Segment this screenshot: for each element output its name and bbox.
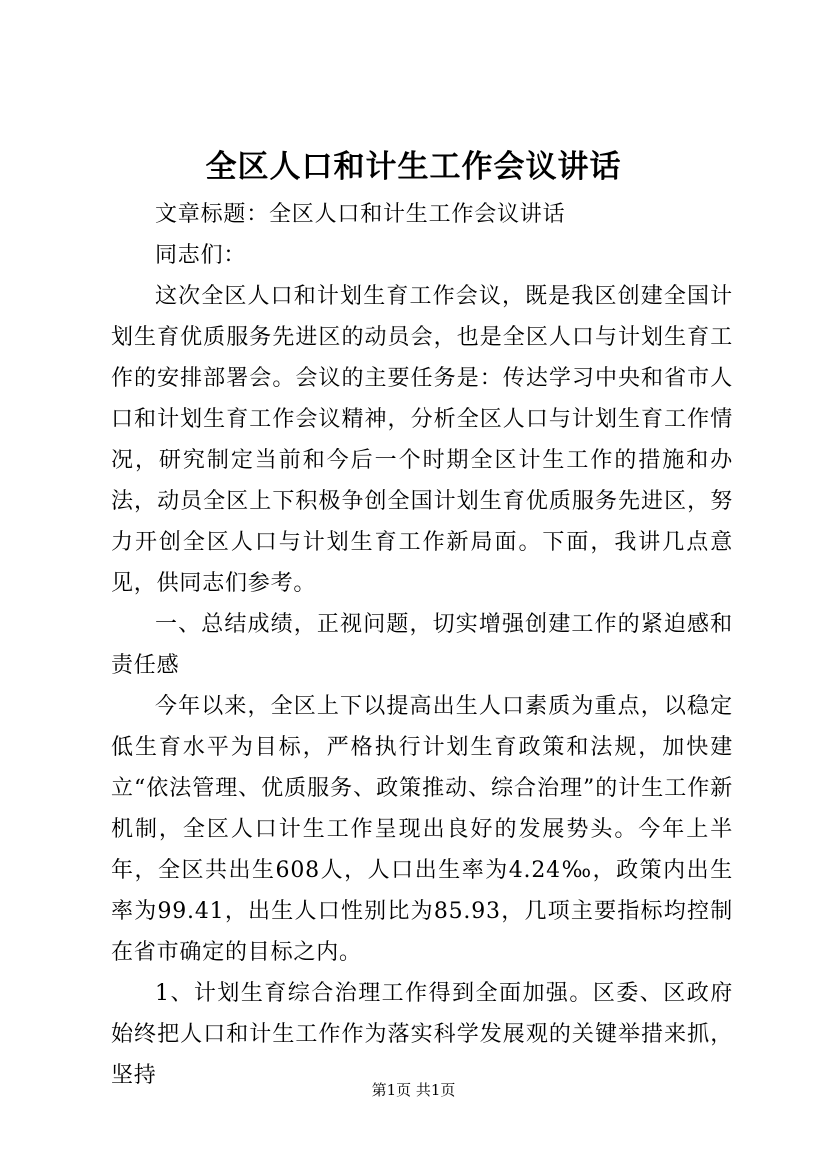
document-title: 全区人口和计生工作会议讲话 <box>205 149 622 185</box>
section-heading: 一、总结成绩，正视问题，切实增强创建工作的紧迫感和责任感 <box>111 612 733 678</box>
body-paragraph: 这次全区人口和计划生育工作会议，既是我区创建全国计划生育优质服务先进区的动员会，也是全区人口与计划生育工作的安排部署会。会议的主要任务是：传达学习中央和省市人口和计划生育工作会议精神，分析全区人口与计划生育工作情况，研究制定当前和今后一个时期全区计生工作的措施和办法，动员全区上下积极争创全国计划生育优质服务先进区，努力开创全区人口与计划生育工作新局面。下面，我讲几点意见，供同志们参考。 <box>111 284 733 596</box>
salutation: 同志们： <box>155 243 247 268</box>
article-title-line: 文章标题：全区人口和计生工作会议讲话 <box>155 202 566 227</box>
body-paragraph: 1、计划生育综合治理工作得到全面加强。区委、区政府始终把人口和计生工作作为落实科学发展观的关键举措来抓，坚持 <box>111 981 733 1088</box>
document-body <box>111 194 733 1096</box>
page-footer: 第1页 共1页 <box>371 1081 456 1099</box>
body-paragraph: 今年以来，全区上下以提高出生人口素质为重点，以稳定低生育水平为目标，严格执行计划生育政策和法规，加快建立“依法管理、优质服务、政策推动、综合治理”的计生工作新机制，全区人口计生工作呈现出良好的发展势头。今年上半年，全区共出生608人，人口出生率为4.24‰，政策内出生率为99.41，出生人口性别比为85.93，几项主要指标均控制在省市确定的目标之内。 <box>111 694 733 965</box>
